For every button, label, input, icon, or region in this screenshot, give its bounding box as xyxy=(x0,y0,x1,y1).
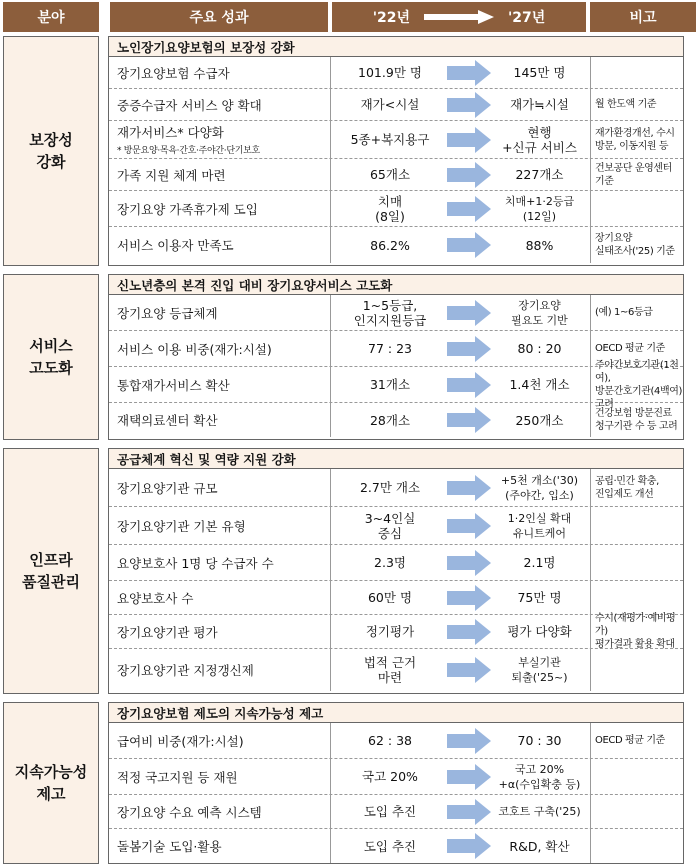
row-value-2027 xyxy=(489,121,591,158)
row-value-2027 xyxy=(489,295,591,330)
row-note xyxy=(591,649,683,691)
row-value-2027-text: 75만 명 xyxy=(517,590,562,605)
table-row xyxy=(109,507,683,545)
row-value-2022-text: 65개소 xyxy=(369,167,411,182)
section-field-label: 인프라 품질관리 xyxy=(3,448,99,694)
row-value-2022-text: 도입 추진 xyxy=(363,804,417,819)
row-item xyxy=(109,507,331,544)
row-value-2027-text: 2.1명 xyxy=(523,555,556,570)
table-row xyxy=(109,57,683,89)
row-value-2027 xyxy=(489,331,591,366)
row-note-text: OECD 평균 기준 xyxy=(595,735,665,746)
section-title: 장기요양보험 제도의 지속가능성 제고 xyxy=(109,703,683,723)
row-note-text: (예) 1~6등급 xyxy=(595,307,653,318)
row-note xyxy=(591,121,683,158)
row-value-2022-text: 도입 추진 xyxy=(363,838,417,854)
row-item xyxy=(109,121,331,158)
row-value-2022-text: 28개소 xyxy=(369,412,411,428)
table-row xyxy=(109,295,683,331)
row-note xyxy=(591,57,683,88)
row-value-2027-text: 코호트 구축('25) xyxy=(498,805,581,818)
arrow-icon xyxy=(447,507,491,544)
arrow-icon xyxy=(447,649,491,691)
table-row xyxy=(109,545,683,581)
section-content xyxy=(108,274,684,440)
row-note xyxy=(591,227,683,263)
row-value-2027-text: 국고 20% +α(수입확충 등) xyxy=(498,762,581,791)
row-item-text: 가족 지원 체계 마련 xyxy=(117,167,226,183)
row-value-2027 xyxy=(489,57,591,88)
row-value-2022 xyxy=(331,295,449,330)
table-row xyxy=(109,829,683,863)
row-note xyxy=(591,295,683,330)
row-value-2022 xyxy=(331,829,449,863)
row-value-2027-text: 치매+1·2등급 (12일) xyxy=(504,194,575,223)
row-value-2027-text: R&D, 확산 xyxy=(509,838,570,854)
row-value-2027 xyxy=(489,759,591,794)
row-value-2022 xyxy=(331,795,449,828)
row-note xyxy=(591,159,683,190)
row-value-2022 xyxy=(331,581,449,614)
row-note xyxy=(591,545,683,580)
row-value-2022-text: 국고 20% xyxy=(362,769,418,784)
row-value-2022 xyxy=(331,507,449,544)
arrow-icon xyxy=(447,615,491,648)
section-field-label: 서비스 고도화 xyxy=(3,274,99,440)
row-value-2022 xyxy=(331,759,449,794)
row-note-text: 주야간보호기관(1천여), 방문간호기관(4백여) 고려 xyxy=(595,359,683,410)
row-value-2027-text: 부실기관 퇴출('25~) xyxy=(511,656,568,684)
row-value-2022 xyxy=(331,227,449,263)
row-item-text: 요양보호사 수 xyxy=(117,590,194,606)
row-note xyxy=(591,359,683,410)
row-value-2022 xyxy=(331,57,449,88)
row-value-2022-text: 2.7만 개소 xyxy=(359,480,421,495)
row-item xyxy=(109,191,331,226)
row-value-2022-text: 62 : 38 xyxy=(368,733,412,748)
row-value-2022-text: 정기평가 xyxy=(365,624,415,639)
row-item xyxy=(109,57,331,88)
row-item xyxy=(109,795,331,828)
row-value-2027 xyxy=(489,649,591,691)
arrow-icon xyxy=(447,469,491,506)
header-field-label: 분야 xyxy=(37,10,65,26)
row-value-2022-text: 77 : 23 xyxy=(368,341,412,356)
table-row xyxy=(109,403,683,437)
row-value-2027 xyxy=(489,469,591,506)
row-value-2027-text: 재가≒시설 xyxy=(510,97,569,112)
header-year-from: '22년 xyxy=(372,10,410,26)
row-value-2022-text: 법적 근거 마련 xyxy=(363,655,417,685)
row-value-2027-text: 145만 명 xyxy=(513,65,566,80)
section-title: 노인장기요양보험의 보장성 강화 xyxy=(109,37,683,57)
section-title: 신노년층의 본격 진입 대비 장기요양서비스 고도화 xyxy=(109,275,683,295)
row-item-text: 장기요양기관 평가 xyxy=(117,624,218,640)
row-value-2027-text: 평가 다양화 xyxy=(507,624,572,639)
row-item xyxy=(109,469,331,506)
row-note-text: 건보공단 운영센터 기준 xyxy=(595,162,672,187)
row-value-2027-text: 장기요양 필요도 기반 xyxy=(511,298,568,327)
table-row xyxy=(109,649,683,691)
table-row xyxy=(109,615,683,649)
section-field-label: 보장성 강화 xyxy=(3,36,99,266)
row-value-2027-text: 현행 +신규 서비스 xyxy=(502,124,577,155)
arrow-icon xyxy=(447,121,491,158)
row-value-2022-text: 31개소 xyxy=(369,377,411,392)
arrow-icon xyxy=(447,89,491,120)
row-value-2022 xyxy=(331,723,449,758)
table-row xyxy=(109,359,683,410)
arrow-icon xyxy=(447,159,491,190)
row-value-2022 xyxy=(331,367,449,402)
row-value-2027 xyxy=(489,581,591,614)
row-value-2022 xyxy=(331,331,449,366)
row-value-2027-text: 70 : 30 xyxy=(517,733,562,748)
row-value-2022-text: 60만 명 xyxy=(367,590,413,605)
arrow-icon xyxy=(447,759,491,794)
table-row xyxy=(109,89,683,121)
row-value-2022 xyxy=(331,469,449,506)
row-value-2027 xyxy=(489,723,591,758)
row-note-text: 수시(재평가·예비평가) 평가결과 활용 확대 xyxy=(595,613,676,650)
table-row xyxy=(109,121,683,159)
row-note xyxy=(591,759,683,794)
row-item-text: 장기요양 수요 예측 시스템 xyxy=(117,804,262,820)
arrow-icon xyxy=(447,367,491,402)
row-item xyxy=(109,331,331,366)
row-item xyxy=(109,581,331,614)
row-note xyxy=(591,581,683,614)
row-value-2022-text: 2.3명 xyxy=(374,555,406,570)
header-field xyxy=(3,2,99,32)
row-value-2022 xyxy=(331,89,449,120)
row-item xyxy=(109,159,331,190)
row-value-2027-text: +5천 개소('30) (주야간, 입소) xyxy=(500,473,579,502)
row-item xyxy=(109,545,331,580)
row-note xyxy=(591,89,683,120)
section-content xyxy=(108,448,684,694)
row-value-2027-text: 80 : 20 xyxy=(517,341,562,356)
row-value-2022 xyxy=(331,121,449,158)
header-note-label: 비고 xyxy=(629,10,657,26)
section-content xyxy=(108,702,684,864)
row-value-2022-text: 3~4인실 중심 xyxy=(364,510,416,541)
row-item-text: 돌봄기술 도입·활용 xyxy=(117,839,222,854)
row-value-2027-text: 250개소 xyxy=(515,412,564,428)
row-note-text: 장기요양 실태조사('25) 기준 xyxy=(595,233,675,257)
row-item-text: 장기요양 등급체계 xyxy=(117,305,218,321)
row-item xyxy=(109,829,331,863)
row-value-2027 xyxy=(489,545,591,580)
row-item xyxy=(109,295,331,330)
row-note xyxy=(591,403,683,437)
row-item-text: 급여비 비중(재가:시설) xyxy=(117,733,244,749)
header-achievement-label: 주요 성과 xyxy=(189,10,249,26)
header-years xyxy=(332,2,586,32)
row-note-text: 건강보험 방문진료 청구기관 수 등 고려 xyxy=(595,408,678,432)
table-row xyxy=(109,469,683,507)
arrow-icon xyxy=(447,545,491,580)
row-value-2027 xyxy=(489,403,591,437)
arrow-icon xyxy=(447,581,491,614)
row-item-text: 재가서비스* 다양화 xyxy=(117,125,224,140)
row-value-2022-text: 5종+복지용구 xyxy=(350,132,430,147)
row-value-2027 xyxy=(489,227,591,263)
section-field-label: 지속가능성 제고 xyxy=(3,702,99,864)
row-value-2022 xyxy=(331,403,449,437)
table-row xyxy=(109,795,683,829)
row-value-2027 xyxy=(489,89,591,120)
row-item xyxy=(109,759,331,794)
row-note-text: OECD 평균 기준 xyxy=(595,343,665,354)
table-row xyxy=(109,723,683,759)
arrow-icon xyxy=(447,829,491,863)
row-value-2027 xyxy=(489,159,591,190)
arrow-icon xyxy=(447,795,491,828)
row-item-text: 장기요양기관 지정갱신제 xyxy=(117,663,254,678)
row-note xyxy=(591,723,683,758)
row-note-text: 재가환경개선, 수시 방문, 이동지원 등 xyxy=(595,127,675,152)
arrow-icon xyxy=(447,403,491,437)
row-item-text: 적정 국고지원 등 재원 xyxy=(117,769,238,785)
row-value-2022 xyxy=(331,159,449,190)
row-value-2027-text: 1.4천 개소 xyxy=(509,377,570,392)
row-item xyxy=(109,89,331,120)
row-item-text: 요양보호사 1명 당 수급자 수 xyxy=(117,555,274,571)
row-value-2022 xyxy=(331,615,449,648)
row-item-text: 장기요양기관 기본 유형 xyxy=(117,518,246,534)
row-item xyxy=(109,649,331,691)
arrow-icon xyxy=(447,57,491,88)
row-note xyxy=(591,191,683,226)
table-row xyxy=(109,759,683,795)
row-note xyxy=(591,507,683,544)
row-value-2022-text: 1~5등급, 인지지원등급 xyxy=(353,297,427,328)
row-value-2022-text: 86.2% xyxy=(370,237,410,253)
arrow-icon xyxy=(447,295,491,330)
row-value-2022 xyxy=(331,649,449,691)
row-item-text: 통합재가서비스 확산 xyxy=(117,377,230,393)
row-value-2022-text: 재가<시설 xyxy=(360,97,420,112)
row-value-2027-text: 1·2인실 확대 유니트케어 xyxy=(507,511,572,540)
table-row xyxy=(109,159,683,191)
row-note-text: 공립·민간 확충, 진입제도 개선 xyxy=(595,475,659,500)
row-item xyxy=(109,615,331,648)
section-title: 공급체계 혁신 및 역량 지원 강화 xyxy=(109,449,683,469)
arrow-icon xyxy=(447,723,491,758)
row-item xyxy=(109,723,331,758)
row-value-2027 xyxy=(489,615,591,648)
row-item-text: 재택의료센터 확산 xyxy=(117,413,218,428)
row-item-text: 장기요양기관 규모 xyxy=(117,480,218,496)
header-note xyxy=(590,2,696,32)
row-value-2027-text: 227개소 xyxy=(515,167,564,182)
right-arrow-icon xyxy=(424,10,494,24)
row-value-2027 xyxy=(489,795,591,828)
row-item xyxy=(109,403,331,437)
header-achievement xyxy=(110,2,328,32)
section-content xyxy=(108,36,684,266)
row-item-text: 중증수급자 서비스 양 확대 xyxy=(117,97,262,113)
row-note xyxy=(591,615,683,648)
row-item xyxy=(109,367,331,402)
table-row xyxy=(109,227,683,263)
table-row xyxy=(109,581,683,615)
row-item-text: 장기요양보험 수급자 xyxy=(117,65,230,81)
table-row xyxy=(109,191,683,227)
row-value-2022-text: 치매 (8일) xyxy=(375,193,405,224)
arrow-icon xyxy=(447,331,491,366)
row-note-text: 월 한도액 기준 xyxy=(595,99,657,110)
row-note xyxy=(591,469,683,506)
row-value-2027 xyxy=(489,191,591,226)
arrow-icon xyxy=(447,227,491,263)
header-year-to: '27년 xyxy=(508,10,546,26)
row-value-2022-text: 101.9만 명 xyxy=(358,65,422,80)
row-item-text: 장기요양 가족휴가제 도입 xyxy=(117,201,258,217)
arrow-icon xyxy=(447,191,491,226)
row-item xyxy=(109,227,331,263)
row-item-text: 서비스 이용자 만족도 xyxy=(117,238,234,253)
row-value-2027-text: 88% xyxy=(525,237,554,253)
row-value-2027 xyxy=(489,829,591,863)
row-value-2027 xyxy=(489,367,591,402)
row-note xyxy=(591,829,683,863)
row-item-footnote: * 방문요양·목욕·간호·주야간·단기보호 xyxy=(117,146,260,156)
row-value-2022 xyxy=(331,545,449,580)
row-value-2027 xyxy=(489,507,591,544)
row-note xyxy=(591,795,683,828)
row-value-2022 xyxy=(331,191,449,226)
row-item-text: 서비스 이용 비중(재가:시설) xyxy=(117,341,272,357)
